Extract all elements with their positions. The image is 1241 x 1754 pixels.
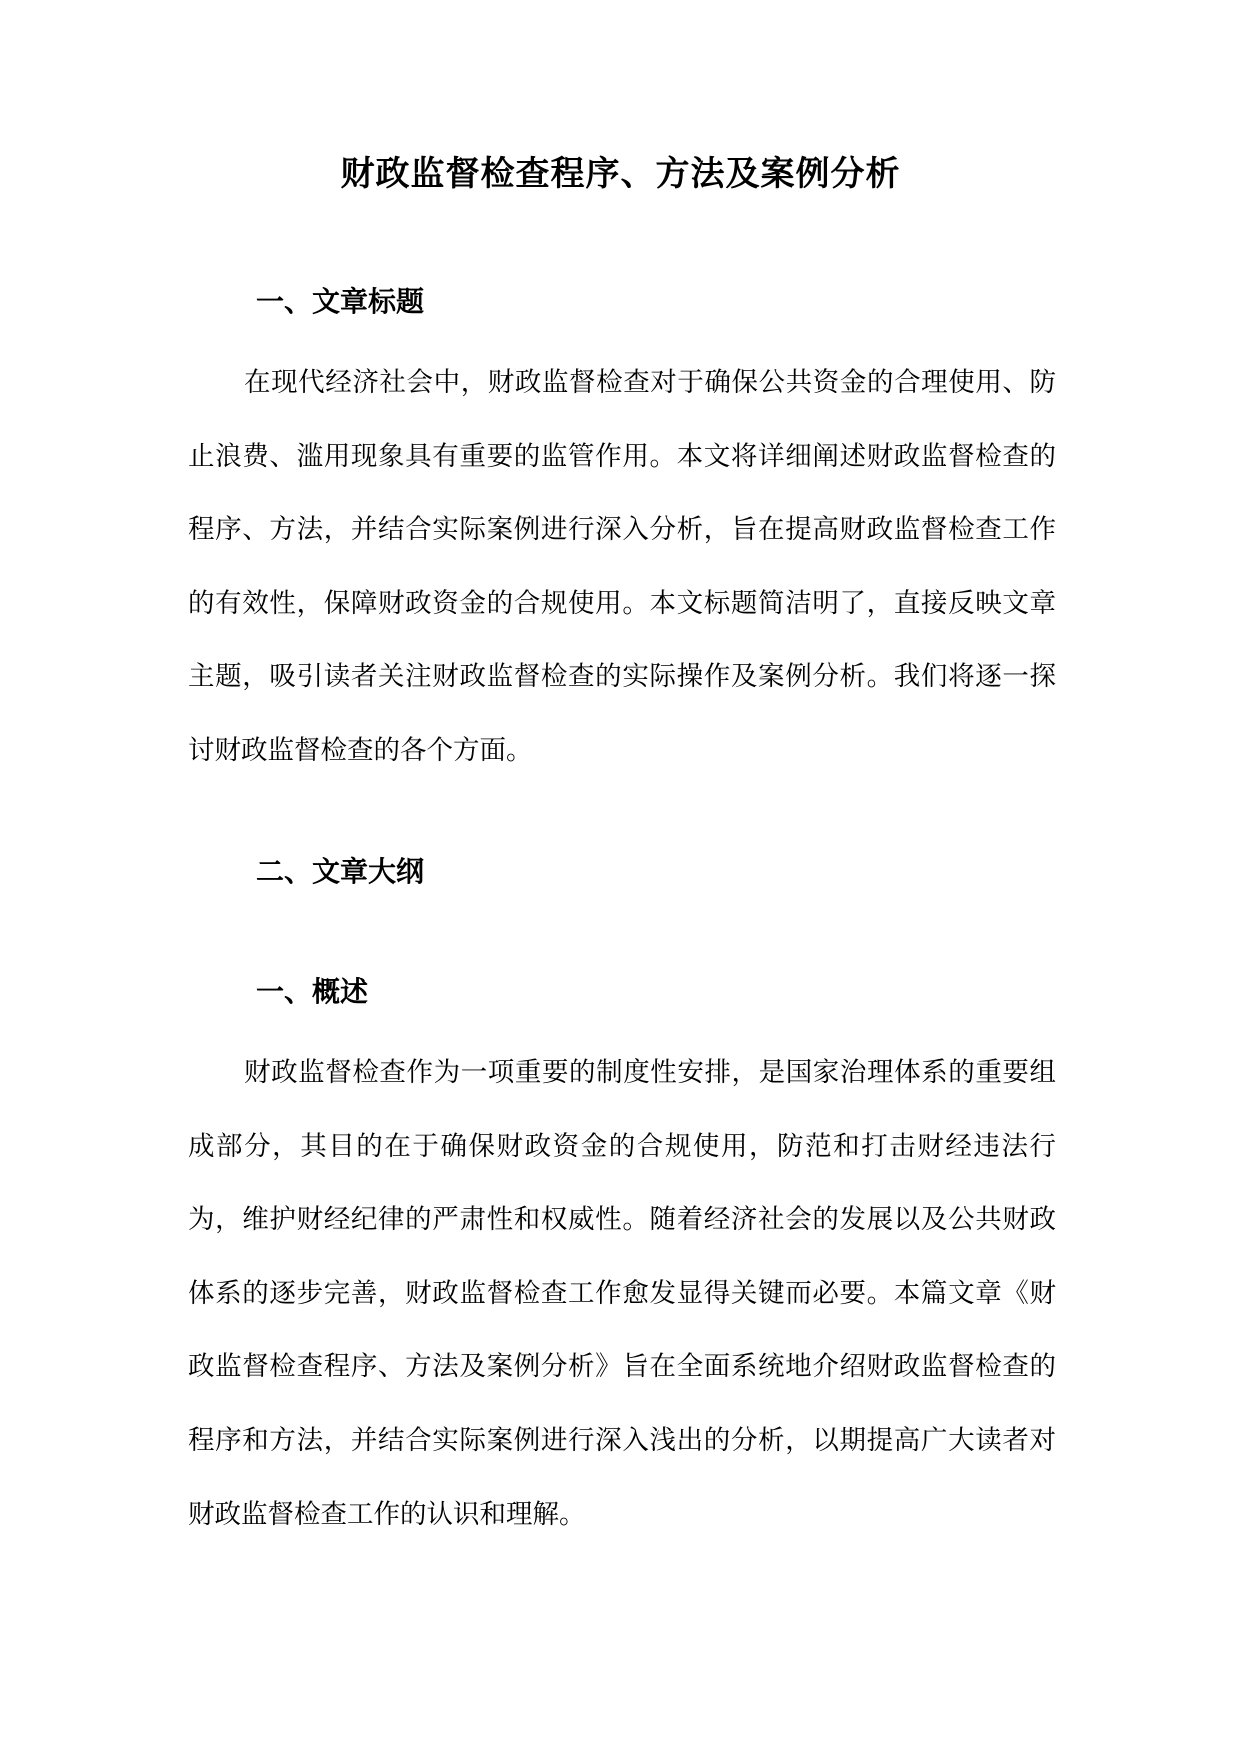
section-paragraph-article-title: 在现代经济社会中，财政监督检查对于确保公共资金的合理使用、防止浪费、滥用现象具有重要的监管作用。本文将详细阐述财政监督检查的程序、方法，并结合实际案例进行深入分析，旨在提高财政监督检查工作的有效性，保障财政资金的合规使用。本文标题简洁明了，直接反映文章主题，吸引读者关注财政监督检查的实际操作及案例分析。我们将逐一探讨财政监督检查的各个方面。 [188, 367, 1056, 766]
section-heading-article-outline: 二、文章大纲 [256, 855, 425, 888]
document-title: 财政监督检查程序、方法及案例分析 [340, 154, 901, 194]
section-paragraph-overview: 财政监督检查作为一项重要的制度性安排，是国家治理体系的重要组成部分，其目的在于确保财政资金的合规使用，防范和打击财经违法行为，维护财经纪律的严肃性和权威性。随着经济社会的发展以及公共财政体系的逐步完善，财政监督检查工作愈发显得关键而必要。本篇文章《财政监督检查程序、方法及案例分析》旨在全面系统地介绍财政监督检查的程序和方法，并结合实际案例进行深入浅出的分析，以期提高广大读者对财政监督检查工作的认识和理解。 [188, 1057, 1056, 1530]
section-heading-overview: 一、概述 [256, 975, 369, 1008]
section-heading-article-title: 一、文章标题 [256, 285, 425, 318]
